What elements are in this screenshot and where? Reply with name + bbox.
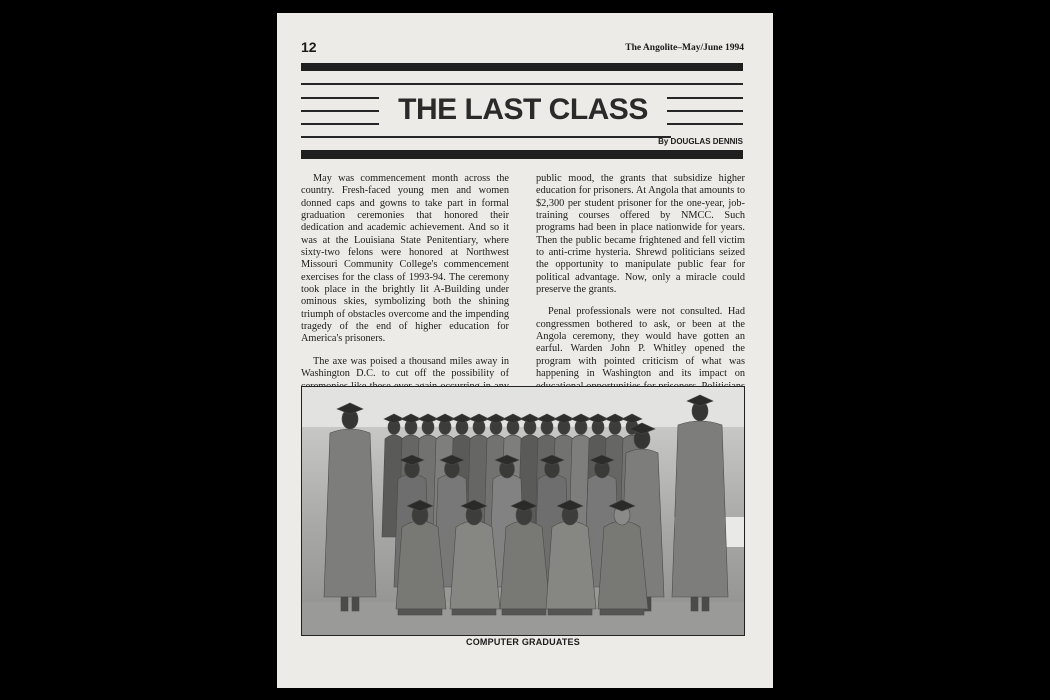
header-rule [667, 97, 743, 99]
paragraph: The axe was poised a thousand miles away in Washington D.C. to cut off the possibility of [301, 355, 509, 380]
header-rule [301, 123, 379, 125]
header-rule [301, 110, 379, 112]
paragraph: Penal professionals were not consulted. Had congressmen bothered to ask, or been at the Angola ceremony, they would have gotten an earful. Warden John P. Whitley opened the program with pointed criticism of what was happening in Washington and its impact on [536, 306, 745, 380]
header-bar-top [301, 63, 743, 71]
header-bar-bottom [301, 150, 743, 159]
photo-caption: COMPUTER GRADUATES [466, 637, 580, 647]
header-rule [667, 110, 743, 112]
group-photo [301, 386, 745, 636]
magazine-page [277, 13, 773, 688]
header-rule [301, 83, 743, 85]
article-title: THE LAST CLASS [398, 93, 648, 126]
running-head: The Angolite–May/June 1994 [625, 43, 744, 53]
header-rule [301, 97, 379, 99]
header-rule [301, 136, 671, 138]
paragraph: May was commencement month across the country. Fresh-faced young men and women donned caps and gowns to take part in formal graduation ceremonies that honored their dedication and academic achievement. And so it was at the Louisiana State Penitentiary, where sixty-two felons were honored at Northwest Missouri Community College's commencement exercises for the class of 1993-94. The ceremony took place in the brightly lit A-Building under ominous skies, symbolizing both the shining triumph of obstacles overcome and the impending tragedy of the end of higher education for America's prisoners. [301, 173, 509, 345]
article-column-2 [536, 173, 745, 415]
byline: By DOUGLAS DENNIS [658, 137, 743, 146]
page-number: 12 [301, 39, 317, 55]
paragraph: public mood, the grants that subsidize higher education for prisoners. At Angola that amounts to $2,300 per student prisoner for the one-year, job-training courses offered by NMCC. Such programs had been in place nationwide for years. Then the public became frightened and fell victim to anti-crime hysteria. Shrewd politicians seized the opportunity to manipulate public fear for political advantage. Now, only a miracle could preserve the grants. [536, 173, 745, 296]
header-rule [667, 123, 743, 125]
article-column-1 [301, 173, 509, 415]
graduates-photo-illustration [302, 387, 744, 635]
